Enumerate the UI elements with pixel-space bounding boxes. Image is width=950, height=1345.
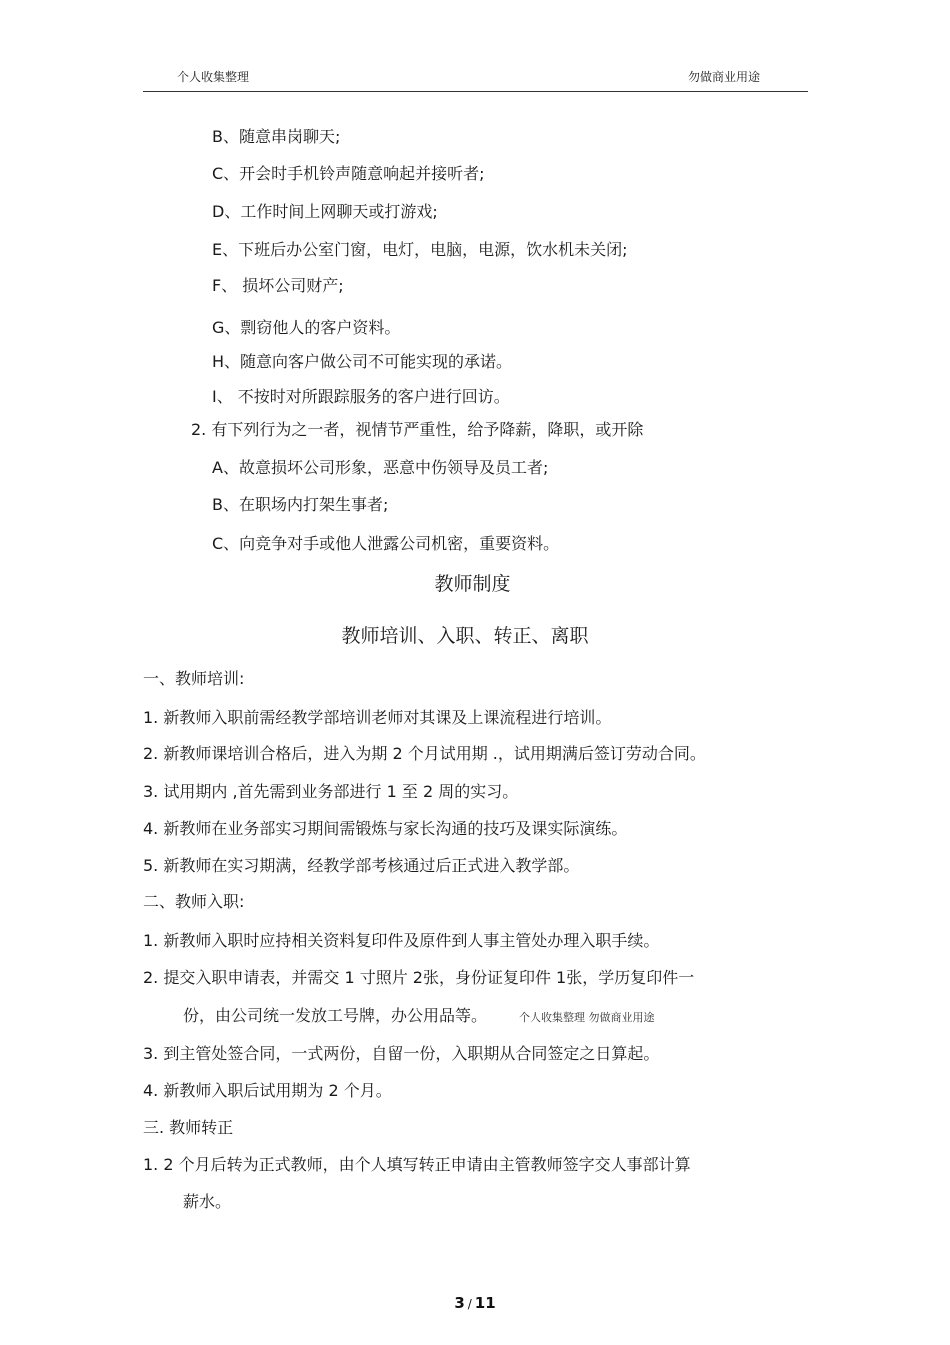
list-item: E、下班后办公室门窗，电灯，电脑，电源，饮水机未关闭;: [212, 240, 628, 259]
list-item: C、开会时手机铃声随意响起并接听者;: [212, 164, 485, 183]
section-title: 教师培训、入职、转正、离职: [341, 625, 589, 647]
list-item: 2. 新教师课培训合格后，进入为期 2 个月试用期 .，试用期满后签订劳动合同。: [143, 744, 706, 763]
list-item: I、 不按时对所跟踪服务的客户进行回访。: [212, 387, 510, 406]
list-item-continuation: 薪水。: [183, 1192, 232, 1211]
section-heading: 一、教师培训:: [143, 669, 245, 688]
list-item: A、故意损坏公司形象，恶意中伤领导及员工者;: [212, 458, 549, 477]
list-item-text: 份，由公司统一发放工号牌，办公用品等。: [183, 1006, 488, 1025]
page-separator: /: [467, 1297, 472, 1311]
list-item: 4. 新教师在业务部实习期间需锻炼与家长沟通的技巧及课实际演练。: [143, 819, 628, 838]
list-item: F、 损坏公司财产;: [212, 276, 344, 295]
list-item: 1. 新教师入职前需经教学部培训老师对其课及上课流程进行培训。: [143, 708, 612, 727]
section-heading: 三. 教师转正: [143, 1118, 234, 1137]
list-item: 3. 到主管处签合同，一式两份，自留一份，入职期从合同签定之日算起。: [143, 1044, 660, 1063]
list-item: 5. 新教师在实习期满，经教学部考核通过后正式进入教学部。: [143, 856, 580, 875]
list-item: 2. 有下列行为之一者，视情节严重性，给予降薪，降职，或开除: [191, 420, 644, 439]
page-number: [0, 1294, 950, 1312]
section-heading: 二、教师入职:: [143, 892, 245, 911]
header-left-text: 个人收集整理: [177, 70, 250, 84]
list-item: 3. 试用期内 ,首先需到业务部进行 1 至 2 周的实习。: [143, 782, 519, 801]
page-current: 3: [454, 1294, 465, 1312]
list-item: C、向竞争对手或他人泄露公司机密，重要资料。: [212, 534, 560, 553]
header-divider: [143, 91, 808, 92]
list-item: G、剽窃他人的客户资料。: [212, 318, 401, 337]
list-item: 1. 2 个月后转为正式教师，由个人填写转正申请由主管教师签字交人事部计算: [143, 1155, 691, 1174]
header-right-text: 勿做商业用途: [688, 70, 761, 84]
list-item: 4. 新教师入职后试用期为 2 个月。: [143, 1081, 392, 1100]
list-item-continuation: [183, 1006, 655, 1028]
list-item: H、随意向客户做公司不可能实现的承诺。: [212, 352, 513, 371]
document-title: 教师制度: [434, 573, 511, 595]
inline-watermark-text: 个人收集整理 勿做商业用途: [519, 1011, 655, 1024]
list-item: D、工作时间上网聊天或打游戏;: [212, 202, 438, 221]
list-item: B、在职场内打架生事者;: [212, 495, 389, 514]
page-total: 11: [474, 1294, 496, 1312]
list-item: B、随意串岗聊天;: [212, 127, 341, 146]
list-item: 1. 新教师入职时应持相关资料复印件及原件到人事主管处办理入职手续。: [143, 931, 660, 950]
list-item: 2. 提交入职申请表，并需交 1 寸照片 2张，身份证复印件 1张，学历复印件一: [143, 968, 695, 987]
